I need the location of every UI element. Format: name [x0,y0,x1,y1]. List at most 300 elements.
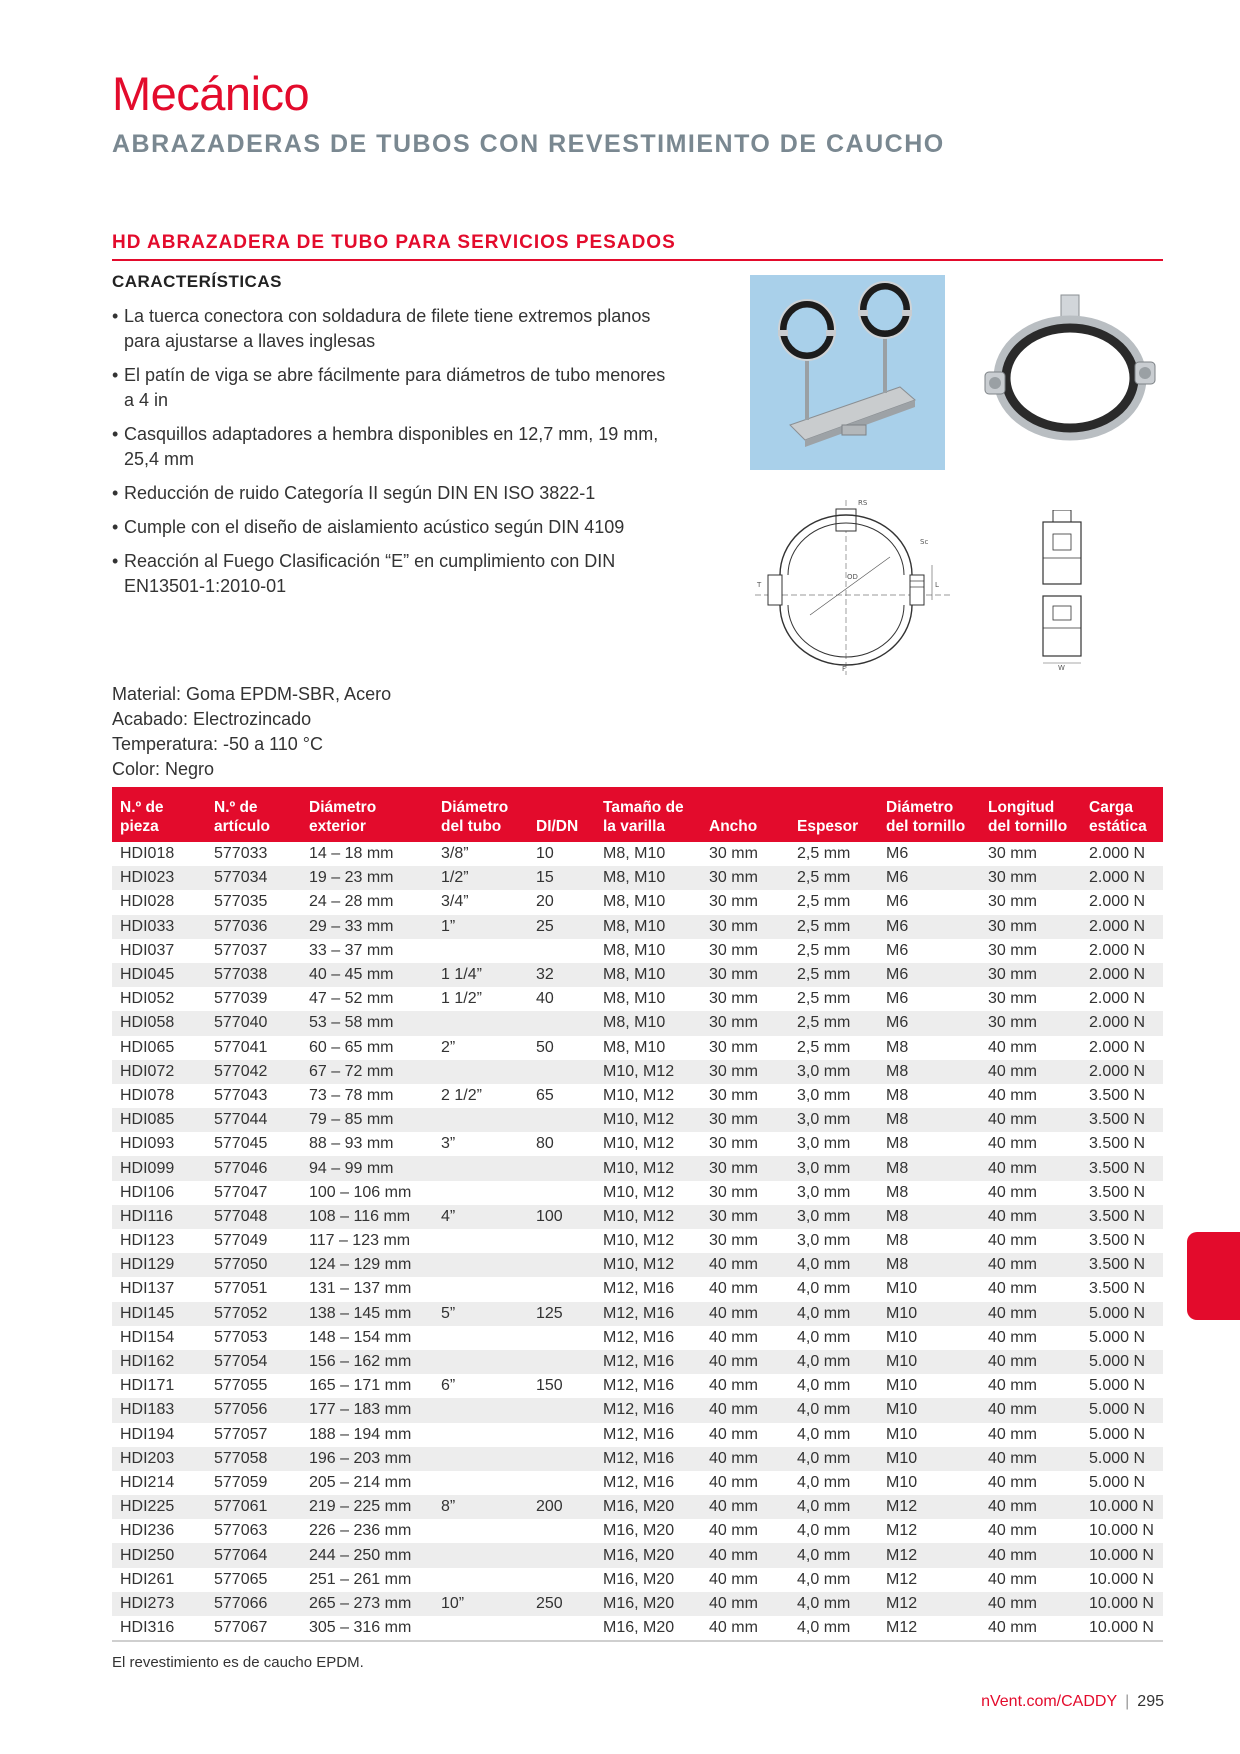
table-cell [433,1423,528,1447]
table-cell: 577040 [206,1011,301,1035]
table-cell: 3,0 mm [797,1135,851,1153]
table-cell: 40 mm [980,1592,1081,1616]
table-row [112,1398,1163,1422]
column-header-line: Diámetro [309,799,377,816]
table-cell: 2.000 N [1089,941,1146,959]
table-cell: 2,5 mm [797,990,851,1008]
table-cell: 577057 [214,1425,268,1443]
table-cell: 30 mm [701,1060,789,1084]
table-row [112,1423,1163,1447]
table-row [112,842,1163,866]
column-header [789,787,878,842]
table-cell: 2.000 N [1081,1011,1163,1035]
table-cell: 10 [536,845,554,863]
table-cell: HDI037 [120,941,175,959]
table-cell [528,1616,595,1641]
table-cell: 577041 [214,1038,268,1056]
table-cell: 30 mm [701,1108,789,1132]
table-cell: 40 mm [709,1328,758,1346]
column-header-line: Longitud [988,799,1055,816]
table-cell: 577047 [214,1183,268,1201]
table-cell: 577042 [206,1060,301,1084]
table-cell: M12, M16 [603,1280,675,1298]
table-cell: 3/4” [441,893,469,911]
table-cell: 30 mm [709,1038,758,1056]
table-cell: 577034 [206,866,301,890]
table-cell: 10.000 N [1089,1570,1154,1588]
table-cell: 40 mm [709,1377,758,1395]
column-header [878,787,980,842]
table-cell: 244 – 250 mm [301,1543,433,1567]
table-cell: 4,0 mm [789,1543,878,1567]
table-cell [528,1156,595,1180]
table-cell: 40 mm [988,1135,1037,1153]
table-cell [528,1568,595,1592]
footnote: El revestimiento es de caucho EPDM. [112,1654,364,1671]
table-cell: 88 – 93 mm [309,1135,394,1153]
table-cell [433,1447,528,1471]
table-cell: 40 mm [980,1447,1081,1471]
table-row [112,1084,1163,1108]
table-cell [433,1253,528,1277]
table-cell: 165 – 171 mm [309,1377,412,1395]
table-cell [433,1229,528,1253]
table-cell: M10 [878,1398,980,1422]
table-cell: 30 mm [709,1086,758,1104]
table-cell [433,1398,528,1422]
table-cell: 40 mm [701,1592,789,1616]
table-cell: M12, M16 [603,1377,675,1395]
table-cell: 4,0 mm [797,1473,851,1491]
table-cell: 40 mm [988,1328,1037,1346]
table-cell: 30 mm [988,941,1037,959]
table-cell: 73 – 78 mm [309,1086,394,1104]
table-cell [528,1253,595,1277]
table-cell: M12, M16 [603,1328,675,1346]
table-cell: 3,0 mm [789,1060,878,1084]
table-row [112,1277,1163,1301]
column-header [528,787,595,842]
table-cell: M10 [878,1447,980,1471]
table-cell: M8 [878,1253,980,1277]
table-cell: 2.000 N [1089,845,1146,863]
table-cell: 2” [441,1038,456,1056]
table-cell: 3.500 N [1089,1183,1146,1201]
table-row [112,890,1163,914]
table-cell: 14 – 18 mm [309,845,394,863]
table-cell: M6 [878,915,980,939]
table-cell: 131 – 137 mm [309,1280,412,1298]
table-cell: 577046 [206,1156,301,1180]
table-cell: 577061 [206,1495,301,1519]
table-cell: 6” [441,1377,456,1395]
table-cell: HDI162 [112,1350,206,1374]
table-cell: 5.000 N [1089,1328,1146,1346]
column-header-line: del tornillo [988,818,1068,835]
table-cell: M8 [886,1183,909,1201]
table-cell: 40 mm [988,1183,1037,1201]
feature-item: • El patín de viga se abre fácilmente para diámetros de tubo menores a 4 in [112,363,672,413]
table-row [112,1326,1163,1350]
table-cell: 40 mm [988,1522,1037,1540]
table-cell: 577037 [214,941,268,959]
table-cell: 10.000 N [1081,1592,1163,1616]
table-cell: 40 mm [980,1495,1081,1519]
column-header-line: del tornillo [886,818,966,835]
table-row [112,1108,1163,1132]
column-header-line: Ancho [709,818,758,835]
table-cell: 4,0 mm [789,1253,878,1277]
table-cell: 577044 [206,1108,301,1132]
table-cell: 30 mm [988,893,1037,911]
table-cell [433,1156,528,1180]
table-cell: 577050 [206,1253,301,1277]
table-cell: M10, M12 [595,1156,701,1180]
dimension-label-w: W [1058,664,1065,670]
table-cell: 40 mm [709,1570,758,1588]
table-cell: HDI106 [120,1183,175,1201]
table-cell: 138 – 145 mm [301,1302,433,1326]
table-cell: M10, M12 [595,1253,701,1277]
table-row [112,1471,1163,1495]
table-row [112,987,1163,1011]
table-cell: 4,0 mm [797,1570,851,1588]
column-header-line [797,798,878,817]
column-header [595,787,701,842]
table-cell: HDI085 [112,1108,206,1132]
column-header [1081,787,1163,842]
table-cell: 5” [433,1302,528,1326]
column-header [980,787,1081,842]
table-cell: 577056 [206,1398,301,1422]
table-cell [528,1350,595,1374]
table-cell [528,1471,595,1495]
table-cell [528,1277,595,1301]
table-cell: M12, M16 [595,1447,701,1471]
table-cell: M6 [878,963,980,987]
table-cell [528,1447,595,1471]
dimension-label-sc: Sc [920,538,929,546]
table-cell: M8, M10 [595,963,701,987]
table-row [112,1447,1163,1471]
table-cell: M12, M16 [595,1302,701,1326]
table-cell: M8 [886,1086,909,1104]
table-cell: 4” [433,1205,528,1229]
table-cell: 2,5 mm [789,1011,878,1035]
table-cell: HDI065 [120,1038,175,1056]
table-cell: 100 – 106 mm [309,1183,412,1201]
table-cell: M10 [886,1280,918,1298]
table-cell: M6 [886,845,909,863]
column-header-line: DI/DN [536,818,579,835]
table-cell: 60 – 65 mm [309,1038,394,1056]
table-cell: 3.500 N [1081,1205,1163,1229]
column-header [206,787,301,842]
table-cell: 30 mm [980,1011,1081,1035]
table-cell: 577067 [206,1616,301,1641]
table-cell: 250 [528,1592,595,1616]
feature-item: • Reacción al Fuego Clasificación “E” en cumplimiento con DIN EN13501-1:2010-01 [112,549,672,599]
table-cell: 10” [433,1592,528,1616]
table-cell [433,1181,528,1205]
table-cell: 2,5 mm [797,1038,851,1056]
table-cell: M12, M16 [595,1350,701,1374]
table-cell: 226 – 236 mm [309,1522,412,1540]
product-photo-rail-assembly [750,275,945,470]
dimension-label-l: L [935,581,939,589]
table-cell: 577058 [206,1447,301,1471]
product-photo-clamp [975,290,1165,450]
table-cell: 40 mm [701,1350,789,1374]
table-cell: 30 mm [701,915,789,939]
table-cell: HDI203 [112,1447,206,1471]
table-cell: 30 mm [709,1135,758,1153]
table-cell: 40 mm [980,1156,1081,1180]
table-cell [433,1543,528,1567]
table-cell [433,1060,528,1084]
table-cell: HDI018 [120,845,175,863]
table-cell [528,1108,595,1132]
color-line: Color: Negro [112,759,215,779]
table-cell: 8” [433,1495,528,1519]
table-cell: 3.500 N [1081,1156,1163,1180]
table-cell: HDI137 [120,1280,175,1298]
table-row [112,866,1163,890]
table-cell: 94 – 99 mm [301,1156,433,1180]
table-cell: 40 mm [980,1302,1081,1326]
table-cell: HDI072 [112,1060,206,1084]
section-tab-marker [1187,1232,1240,1320]
page-footer [981,1693,1164,1711]
table-cell: 40 [536,990,554,1008]
table-cell [433,1519,528,1543]
table-cell: 305 – 316 mm [301,1616,433,1641]
table-cell: 40 mm [980,1108,1081,1132]
column-header-line: Espesor [797,818,859,835]
table-cell: M10, M12 [595,1108,701,1132]
table-row [112,939,1163,963]
table-row [112,1592,1163,1616]
table-cell: 3.500 N [1089,1135,1146,1153]
table-cell [528,1181,595,1205]
table-cell: 2,5 mm [789,866,878,890]
table-cell [433,1350,528,1374]
dimension-label-rs: RS [858,499,868,507]
table-row [112,1543,1163,1567]
table-cell: 40 mm [701,1302,789,1326]
table-cell [433,1568,528,1592]
table-cell: 577055 [214,1377,268,1395]
feature-item: • Cumple con el diseño de aislamiento acústico según DIN 4109 [112,515,672,540]
finish-line: Acabado: Electrozincado [112,709,312,729]
table-cell: 10.000 N [1081,1495,1163,1519]
table-cell: 30 mm [701,1011,789,1035]
table-cell: 5.000 N [1089,1377,1146,1395]
table-cell: HDI171 [120,1377,175,1395]
table-cell: M8 [878,1108,980,1132]
table-cell: 40 mm [988,1232,1037,1250]
technical-drawing-side [1025,510,1100,670]
table-cell: 3,0 mm [789,1108,878,1132]
table-cell: M12 [878,1543,980,1567]
table-cell [433,1471,528,1495]
table-cell [433,1326,528,1350]
table-cell: 65 [536,1086,554,1104]
table-cell: HDI183 [112,1398,206,1422]
table-cell: M16, M20 [603,1522,675,1540]
table-cell [528,939,595,963]
table-row [112,1350,1163,1374]
table-cell: 40 mm [988,1425,1037,1443]
table-cell: 577066 [206,1592,301,1616]
table-cell: 30 mm [709,1232,758,1250]
table-cell: 4,0 mm [789,1350,878,1374]
table-cell: M6 [886,941,909,959]
table-cell: 196 – 203 mm [301,1447,433,1471]
table-cell: 3,0 mm [789,1156,878,1180]
table-cell: 2 1/2” [441,1086,482,1104]
table-cell: M6 [878,866,980,890]
table-cell: 40 mm [988,1377,1037,1395]
table-cell: 40 mm [709,1280,758,1298]
table-cell: 5.000 N [1081,1302,1163,1326]
table-cell: HDI261 [120,1570,175,1588]
section-title: HD ABRAZADERA DE TUBO PARA SERVICIOS PESADOS [112,232,676,253]
table-cell: M16, M20 [595,1495,701,1519]
table-cell [433,1011,528,1035]
table-cell: M16, M20 [595,1543,701,1567]
table-cell: 19 – 23 mm [301,866,433,890]
section-divider [112,259,1163,261]
table-cell: 40 mm [701,1543,789,1567]
table-cell [433,1108,528,1132]
table-cell: M12 [886,1522,918,1540]
table-cell: 30 mm [988,845,1037,863]
table-cell: 40 mm [980,1060,1081,1084]
table-cell: 2,5 mm [789,963,878,987]
table-cell: 3/8” [441,845,469,863]
table-cell: 3,0 mm [789,1205,878,1229]
table-cell: M8, M10 [603,1038,666,1056]
table-cell: M10, M12 [595,1060,701,1084]
table-cell: 10.000 N [1089,1522,1154,1540]
table-cell: 40 mm [980,1543,1081,1567]
dimension-label-t: T [757,581,762,589]
table-cell: 33 – 37 mm [309,941,394,959]
table-cell: 117 – 123 mm [309,1232,411,1250]
table-cell: 5.000 N [1081,1447,1163,1471]
table-cell: 50 [536,1038,554,1056]
table-cell: HDI028 [120,893,175,911]
column-header-line: del tubo [441,818,502,835]
table-cell: 30 mm [980,915,1081,939]
table-cell: 577043 [214,1086,268,1104]
table-cell: 30 mm [701,1156,789,1180]
table-cell: 2.000 N [1081,1060,1163,1084]
column-header-line: pieza [120,818,159,835]
table-cell: 40 mm [988,1086,1037,1104]
table-cell: 40 mm [701,1447,789,1471]
table-cell: 30 mm [709,990,758,1008]
column-header [433,787,528,842]
table-cell: 577053 [214,1328,268,1346]
features-title: CARACTERÍSTICAS [112,272,282,291]
table-row [112,1302,1163,1326]
table-cell: 40 mm [709,1425,758,1443]
table-row [112,1181,1163,1205]
table-cell: 29 – 33 mm [301,915,433,939]
table-cell: M8, M10 [603,990,666,1008]
column-header-line: N.º de [214,799,258,816]
table-cell: HDI023 [112,866,206,890]
table-cell: M10, M12 [595,1205,701,1229]
material-line: Material: Goma EPDM-SBR, Acero [112,684,392,704]
page-number: 295 [1137,1693,1164,1710]
feature-item: • Casquillos adaptadores a hembra disponibles en 12,7 mm, 19 mm, 25,4 mm [112,422,672,472]
table-cell: 67 – 72 mm [301,1060,433,1084]
table-cell: 577033 [214,845,268,863]
table-cell: 3.500 N [1089,1232,1146,1250]
table-cell: M12 [878,1616,980,1641]
table-row [112,1229,1163,1253]
table-cell: 15 [528,866,595,890]
table-cell: HDI194 [120,1425,175,1443]
table-row [112,1060,1163,1084]
table-cell [433,939,528,963]
table-cell: 125 [528,1302,595,1326]
table-row [112,1253,1163,1277]
table-cell: 577059 [214,1473,268,1491]
column-header-line: Carga [1089,799,1133,816]
table-cell [528,1011,595,1035]
dimension-label-od: OD [847,573,858,581]
table-cell: 251 – 261 mm [309,1570,412,1588]
table-cell: 177 – 183 mm [301,1398,433,1422]
footer-separator: | [1125,1693,1130,1710]
table-cell: M8, M10 [603,893,666,911]
table-cell: 4,0 mm [797,1377,851,1395]
table-row [112,1519,1163,1543]
table-cell: HDI058 [112,1011,206,1035]
table-cell: M10 [886,1328,918,1346]
table-cell: 40 mm [988,1570,1037,1588]
table-cell [528,1326,595,1350]
table-cell: M10, M12 [603,1232,675,1250]
table-cell: 1/2” [433,866,528,890]
table-cell: M12 [878,1495,980,1519]
table-cell: 265 – 273 mm [301,1592,433,1616]
table-cell: 30 mm [988,990,1037,1008]
table-cell: 40 mm [701,1495,789,1519]
table-cell: 577054 [206,1350,301,1374]
table-cell: 1 1/2” [441,990,482,1008]
table-cell: M12, M16 [603,1425,675,1443]
table-cell: HDI116 [112,1205,206,1229]
table-header-row [112,787,1163,842]
table-cell: 577051 [214,1280,268,1298]
table-cell: 2.000 N [1089,1038,1146,1056]
column-header-line: Diámetro [441,799,509,816]
table-cell: 40 mm [988,1280,1037,1298]
table-cell: M8, M10 [595,866,701,890]
table-cell: 150 [536,1377,563,1395]
table-cell: 2,5 mm [797,845,851,863]
table-cell: 2,5 mm [789,915,878,939]
table-cell: M8 [878,1205,980,1229]
table-cell: M16, M20 [595,1592,701,1616]
table-cell: HDI236 [120,1522,175,1540]
table-cell: M8, M10 [603,845,666,863]
